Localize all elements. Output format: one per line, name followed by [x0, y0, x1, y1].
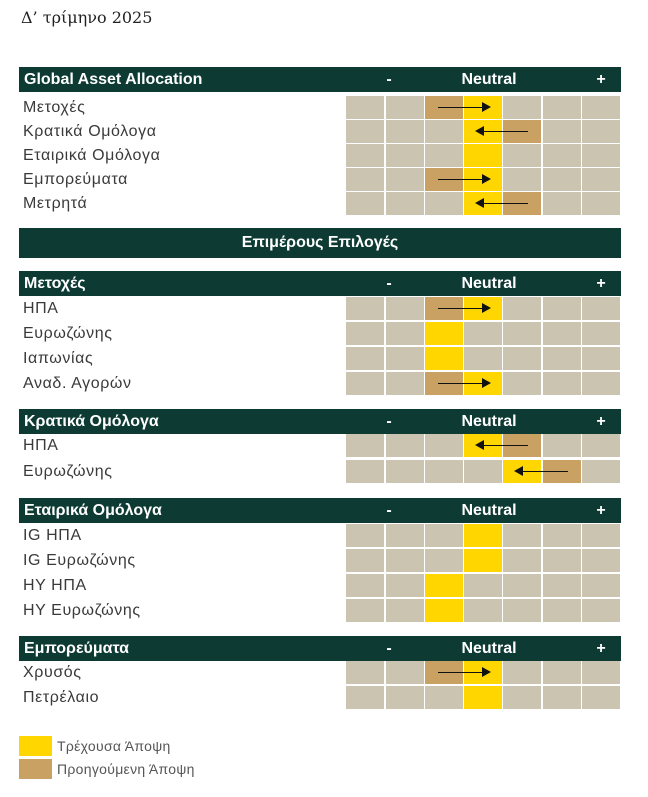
- row-label: Αναδ. Αγορών: [23, 375, 132, 392]
- scale-cell: [543, 144, 581, 167]
- scale-minus: -: [386, 275, 392, 292]
- scale-cell: [346, 574, 384, 597]
- scale-cell: [346, 434, 384, 457]
- scale-cell: [464, 574, 502, 597]
- allocation-row: [19, 144, 621, 168]
- scale-cells: [346, 434, 621, 458]
- allocation-row: [19, 686, 621, 710]
- arrow-right-icon: [438, 383, 489, 384]
- scale-cell: [346, 347, 384, 370]
- scale-cell: [346, 120, 384, 143]
- arrow-left-icon: [477, 445, 528, 446]
- scale-cell: [582, 599, 620, 622]
- scale-neutral: Neutral: [461, 502, 517, 519]
- section-header: [19, 636, 621, 661]
- scale-cell: [425, 549, 463, 572]
- scale-cell: [543, 574, 581, 597]
- scale-cell: [543, 549, 581, 572]
- section-title: Μετοχές: [24, 275, 86, 292]
- scale-cell: [386, 144, 424, 167]
- scale-cell: [386, 120, 424, 143]
- scale-cell: [386, 168, 424, 191]
- scale-cell: [582, 168, 620, 191]
- scale-plus: +: [596, 502, 606, 519]
- arrow-right-icon: [438, 672, 489, 673]
- scale-cell: [503, 549, 541, 572]
- scale-cell: [503, 372, 541, 395]
- section-header: [19, 409, 621, 434]
- scale-cell: [543, 599, 581, 622]
- scale-cell: [582, 144, 620, 167]
- scale-cell: [503, 661, 541, 684]
- scale-cells: [346, 372, 621, 396]
- scale-cell: [386, 96, 424, 119]
- scale-cell: [386, 549, 424, 572]
- scale-cell: [346, 96, 384, 119]
- scale-cell: [582, 297, 620, 320]
- section-header: [19, 67, 621, 92]
- scale-cell: [386, 372, 424, 395]
- allocation-row: [19, 460, 621, 484]
- scale-cell: [346, 524, 384, 547]
- allocation-row: [19, 192, 621, 216]
- scale-cell: [346, 322, 384, 345]
- scale-cell: [582, 434, 620, 457]
- scale-cell: [386, 322, 424, 345]
- allocation-row: [19, 168, 621, 192]
- scale-cell: [346, 168, 384, 191]
- scale-plus: +: [596, 413, 606, 430]
- scale-cell: [543, 372, 581, 395]
- scale-cell: [386, 297, 424, 320]
- row-label: HY Ευρωζώνης: [23, 602, 141, 619]
- scale-cells: [346, 549, 621, 573]
- scale-cells: [346, 322, 621, 346]
- scale-cell: [503, 144, 541, 167]
- scale-cell: [464, 322, 502, 345]
- arrow-right-icon: [438, 308, 489, 309]
- page-title: Δ’ τρίμηνο 2025: [21, 8, 153, 27]
- scale-cell: [543, 661, 581, 684]
- scale-cell: [386, 524, 424, 547]
- arrow-right-icon: [438, 179, 489, 180]
- scale-cell: [582, 96, 620, 119]
- scale-cell: [543, 524, 581, 547]
- scale-cells: [346, 661, 621, 685]
- row-label: ΗΠΑ: [23, 300, 59, 317]
- current-view-cell: [425, 322, 463, 345]
- section-title: Εμπορεύματα: [24, 640, 129, 657]
- legend-previous-swatch: [19, 759, 52, 779]
- scale-cell: [503, 524, 541, 547]
- scale-cell: [346, 661, 384, 684]
- current-view-cell: [425, 347, 463, 370]
- row-label: ΗΠΑ: [23, 437, 59, 454]
- scale-neutral: Neutral: [461, 413, 517, 430]
- scale-cell: [543, 434, 581, 457]
- row-label: IG Ευρωζώνης: [23, 552, 136, 569]
- row-label: Ιαπωνίας: [23, 350, 94, 367]
- scale-neutral: Neutral: [461, 275, 517, 292]
- allocation-row: [19, 372, 621, 396]
- scale-cell: [346, 297, 384, 320]
- current-view-cell: [425, 599, 463, 622]
- row-label: Χρυσός: [23, 664, 82, 681]
- scale-cell: [582, 322, 620, 345]
- allocation-row: [19, 549, 621, 573]
- current-view-cell: [464, 524, 502, 547]
- row-label: Ευρωζώνης: [23, 325, 113, 342]
- allocation-row: [19, 524, 621, 548]
- scale-cell: [503, 322, 541, 345]
- scale-cells: [346, 574, 621, 598]
- scale-cell: [582, 574, 620, 597]
- legend-previous-label: Προηγούμενη Άποψη: [57, 761, 195, 777]
- scale-plus: +: [596, 71, 606, 88]
- allocation-row: [19, 297, 621, 321]
- scale-cell: [543, 322, 581, 345]
- scale-cell: [582, 524, 620, 547]
- scale-cell: [346, 144, 384, 167]
- scale-cells: [346, 144, 621, 168]
- subsection-header: Επιμέρους Επιλογές: [19, 228, 621, 258]
- scale-cell: [425, 686, 463, 709]
- allocation-row: [19, 322, 621, 346]
- section-header: [19, 271, 621, 296]
- scale-cell: [425, 120, 463, 143]
- scale-minus: -: [386, 413, 392, 430]
- section-title: Κρατικά Ομόλογα: [24, 413, 159, 430]
- scale-cells: [346, 460, 621, 484]
- scale-cell: [425, 460, 463, 483]
- scale-cell: [582, 661, 620, 684]
- scale-cells: [346, 168, 621, 192]
- current-view-cell: [464, 686, 502, 709]
- row-label: Εμπορεύματα: [23, 171, 128, 188]
- scale-cells: [346, 297, 621, 321]
- scale-cell: [543, 96, 581, 119]
- allocation-row: [19, 574, 621, 598]
- scale-cell: [386, 347, 424, 370]
- row-label: HY ΗΠΑ: [23, 577, 87, 594]
- allocation-row: [19, 120, 621, 144]
- row-label: Μετοχές: [23, 99, 86, 116]
- scale-cell: [425, 144, 463, 167]
- scale-cell: [503, 599, 541, 622]
- scale-cell: [582, 372, 620, 395]
- scale-minus: -: [386, 640, 392, 657]
- scale-cells: [346, 347, 621, 371]
- legend-current-swatch: [19, 736, 52, 756]
- scale-cells: [346, 686, 621, 710]
- row-label: Μετρητά: [23, 195, 88, 212]
- scale-cells: [346, 96, 621, 120]
- allocation-row: [19, 661, 621, 685]
- scale-cell: [582, 192, 620, 215]
- scale-cell: [386, 599, 424, 622]
- scale-cell: [543, 297, 581, 320]
- current-view-cell: [425, 574, 463, 597]
- row-label: IG ΗΠΑ: [23, 527, 82, 544]
- scale-cell: [503, 347, 541, 370]
- scale-cell: [543, 347, 581, 370]
- row-label: Πετρέλαιο: [23, 689, 100, 706]
- section-title: Global Asset Allocation: [24, 71, 203, 88]
- scale-minus: -: [386, 502, 392, 519]
- scale-cell: [346, 599, 384, 622]
- scale-cell: [346, 192, 384, 215]
- scale-cell: [503, 96, 541, 119]
- scale-cell: [582, 120, 620, 143]
- scale-cell: [464, 347, 502, 370]
- scale-cell: [503, 168, 541, 191]
- scale-cell: [582, 686, 620, 709]
- scale-cell: [346, 686, 384, 709]
- scale-neutral: Neutral: [461, 640, 517, 657]
- scale-cell: [582, 347, 620, 370]
- allocation-row: [19, 599, 621, 623]
- scale-cell: [386, 661, 424, 684]
- scale-cell: [346, 460, 384, 483]
- scale-minus: -: [386, 71, 392, 88]
- scale-cell: [543, 120, 581, 143]
- scale-cell: [386, 192, 424, 215]
- allocation-row: [19, 434, 621, 458]
- arrow-left-icon: [477, 131, 528, 132]
- row-label: Εταιρικά Ομόλογα: [23, 147, 161, 164]
- scale-cell: [386, 460, 424, 483]
- current-view-cell: [464, 549, 502, 572]
- arrow-left-icon: [516, 471, 568, 472]
- scale-cells: [346, 524, 621, 548]
- scale-cell: [425, 192, 463, 215]
- arrow-right-icon: [438, 107, 489, 108]
- scale-cell: [543, 168, 581, 191]
- row-label: Ευρωζώνης: [23, 463, 113, 480]
- scale-cell: [346, 372, 384, 395]
- row-label: Κρατικά Ομόλογα: [23, 123, 157, 140]
- allocation-row: [19, 347, 621, 371]
- scale-cell: [386, 574, 424, 597]
- scale-plus: +: [596, 275, 606, 292]
- scale-cell: [425, 524, 463, 547]
- scale-plus: +: [596, 640, 606, 657]
- scale-cell: [386, 434, 424, 457]
- scale-cell: [543, 686, 581, 709]
- scale-cell: [503, 686, 541, 709]
- scale-cell: [464, 599, 502, 622]
- section-header: [19, 498, 621, 523]
- scale-cell: [386, 686, 424, 709]
- allocation-row: [19, 96, 621, 120]
- scale-cells: [346, 192, 621, 216]
- scale-cell: [503, 574, 541, 597]
- scale-cell: [346, 549, 384, 572]
- legend-current-label: Τρέχουσα Άποψη: [57, 738, 171, 754]
- scale-cells: [346, 120, 621, 144]
- current-view-cell: [464, 144, 502, 167]
- scale-cell: [425, 434, 463, 457]
- section-title: Εταιρικά Ομόλογα: [24, 502, 162, 519]
- scale-cells: [346, 599, 621, 623]
- scale-neutral: Neutral: [461, 71, 517, 88]
- scale-cell: [503, 297, 541, 320]
- scale-cell: [543, 192, 581, 215]
- scale-cell: [582, 460, 620, 483]
- scale-cell: [582, 549, 620, 572]
- scale-cell: [464, 460, 502, 483]
- arrow-left-icon: [477, 203, 528, 204]
